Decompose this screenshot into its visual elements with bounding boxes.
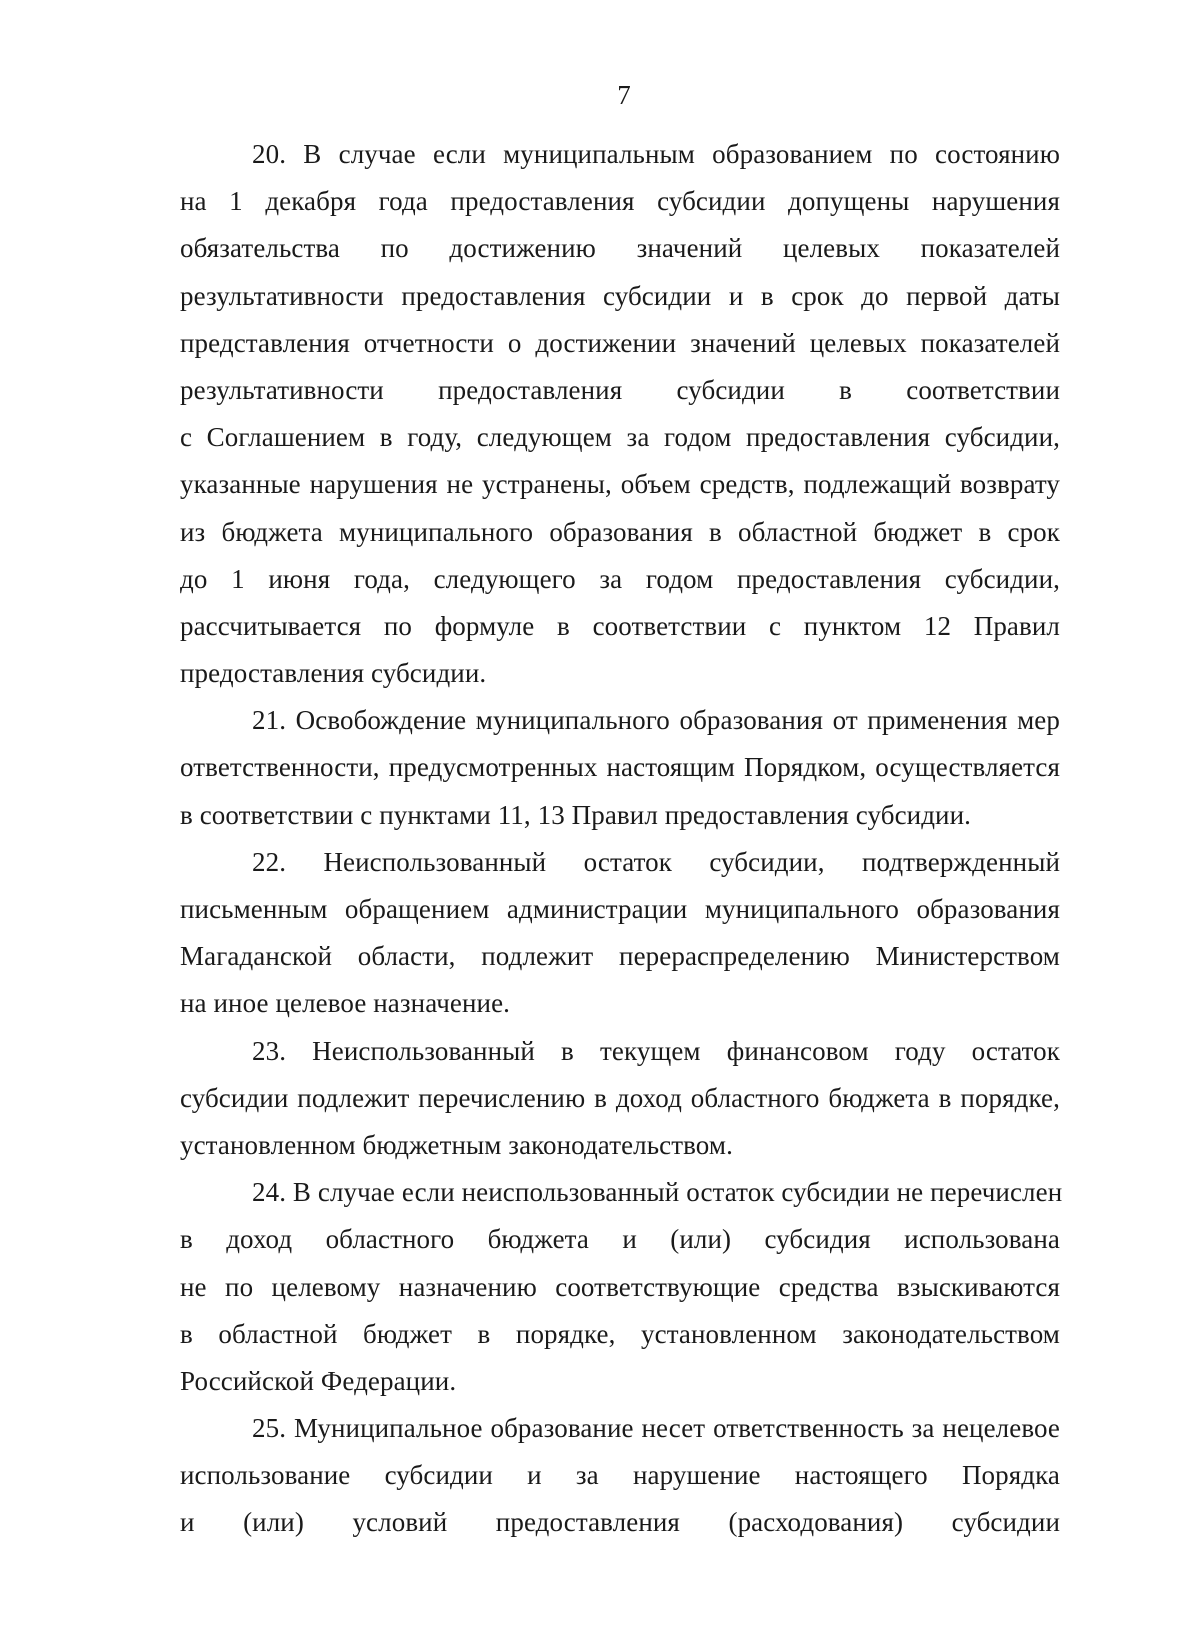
- paragraph-line: в доход областного бюджета и (или) субсидия использована: [180, 1224, 1060, 1255]
- paragraph-line: письменным обращением администрации муниципального образования: [180, 894, 1060, 924]
- paragraph-line: и (или) условий предоставления (расходования) субсидии: [180, 1507, 1060, 1538]
- paragraph-line: в соответствии с пунктами 11, 13 Правил предоставления субсидии.: [180, 799, 971, 830]
- paragraph-22: [180, 846, 1060, 1035]
- paragraph-line: с Соглашением в году, следующем за годом предоставления субсидии,: [180, 422, 1060, 453]
- paragraph-line: Российской Федерации.: [180, 1365, 457, 1396]
- paragraph-line: 22. Неиспользованный остаток субсидии, подтвержденный: [252, 846, 1060, 877]
- paragraph-line: ответственности, предусмотренных настоящим Порядком, осуществляется: [180, 752, 1060, 783]
- paragraph-line: не по целевому назначению соответствующие средства взыскиваются: [180, 1271, 1060, 1302]
- paragraph-line: на иное целевое назначение.: [180, 988, 511, 1019]
- paragraph-line: 24. В случае если неиспользованный остаток субсидии не перечислен: [252, 1177, 1063, 1208]
- paragraph-line: 21. Освобождение муниципального образования от применения мер: [252, 705, 1060, 736]
- paragraph-24: [180, 1176, 1063, 1412]
- paragraph-line: в областной бюджет в порядке, установленном законодательством: [180, 1318, 1060, 1349]
- paragraph-line: предоставления субсидии.: [180, 658, 487, 689]
- paragraph-line: указанные нарушения не устранены, объем средств, подлежащий возврату: [180, 469, 1060, 500]
- paragraph-line: установленном бюджетным законодательством.: [180, 1129, 733, 1160]
- paragraph-line: из бюджета муниципального образования в областной бюджет в срок: [180, 516, 1060, 547]
- paragraph-line: Магаданской области, подлежит перераспределению Министерством: [180, 941, 1060, 972]
- document-body: [180, 138, 1063, 1554]
- paragraph-20: [180, 138, 1060, 704]
- paragraph-line: на 1 декабря года предоставления субсидии допущены нарушения: [180, 186, 1060, 217]
- paragraph-23: [180, 1035, 1060, 1177]
- paragraph-line: представления отчетности о достижении значений целевых показателей: [180, 327, 1060, 358]
- page-number: 7: [617, 80, 631, 110]
- paragraph-line: 20. В случае если муниципальным образованием по состоянию: [252, 139, 1060, 169]
- paragraph-25: [180, 1412, 1060, 1554]
- paragraph-line: рассчитывается по формуле в соответствии с пунктом 12 Правил: [180, 610, 1060, 641]
- paragraph-line: 25. Муниципальное образование несет ответственность за нецелевое: [252, 1413, 1060, 1444]
- paragraph-line: до 1 июня года, следующего за годом предоставления субсидии,: [180, 563, 1060, 594]
- paragraph-line: использование субсидии и за нарушение настоящего Порядка: [180, 1460, 1060, 1491]
- paragraph-line: субсидии подлежит перечислению в доход областного бюджета в порядке,: [180, 1082, 1060, 1113]
- paragraph-line: обязательства по достижению значений целевых показателей: [180, 233, 1060, 264]
- paragraph-21: [180, 704, 1060, 846]
- paragraph-line: результативности предоставления субсидии и в срок до первой даты: [180, 280, 1060, 311]
- paragraph-line: 23. Неиспользованный в текущем финансовом году остаток: [252, 1035, 1060, 1066]
- paragraph-line: результативности предоставления субсидии в соответствии: [180, 374, 1060, 405]
